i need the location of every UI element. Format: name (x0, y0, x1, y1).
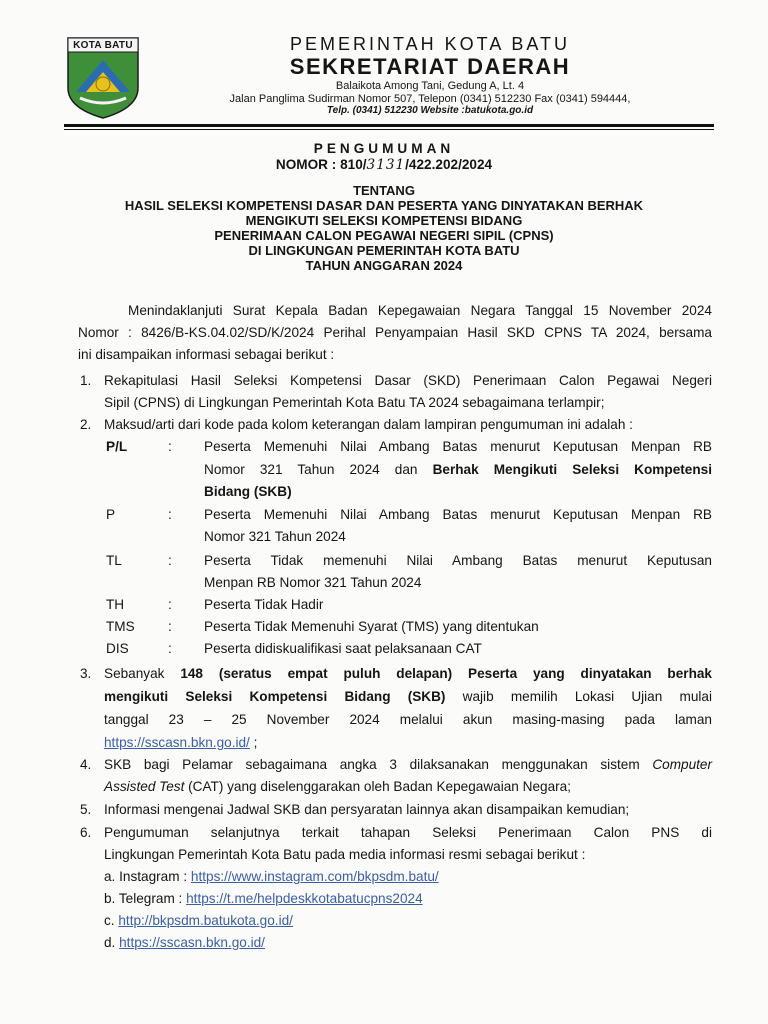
item-5-text: Informasi mengenai Jadwal SKB dan persyaratan lainnya akan disampaikan kemudian; (104, 802, 630, 817)
link-item-telegram: b. Telegram : https://t.me/helpdeskkotabatucpns2024 (104, 891, 423, 906)
item-3-line-2: mengikuti Seleksi Kompetensi Bidang (SKB) wajib memilih Lokasi Ujian mulai (104, 689, 712, 704)
code-separator: : (168, 641, 172, 656)
sscasn-link[interactable]: https://sscasn.bkn.go.id/ (104, 735, 250, 750)
about-label: TENTANG (353, 183, 415, 198)
code-dis-desc: Peserta didiskualifikasi saat pelaksanaan CAT (204, 641, 482, 656)
instagram-link[interactable]: https://www.instagram.com/bkpsdm.batu/ (190, 869, 439, 884)
address-line-3: Telp. (0341) 512230 Website :batukota.go.id (326, 105, 534, 116)
code-th-desc: Peserta Tidak Hadir (204, 597, 324, 612)
code-separator: : (168, 439, 172, 454)
intro-line-3: ini disampaikan informasi sebagai berikut : (78, 347, 335, 362)
handwritten-number: 3131 (366, 157, 406, 173)
item-4-line-1: SKB bagi Pelamar sebagaimana angka 3 dilaksanakan menggunakan sistem Computer (104, 757, 712, 772)
title-line-2: MENGIKUTI SELEKSI KOMPETENSI BIDANG (245, 213, 523, 228)
office-name: SEKRETARIAT DAERAH (289, 54, 571, 79)
sscasn-link-2[interactable]: https://sscasn.bkn.go.id/ (119, 935, 265, 950)
title-line-1: HASIL SELEKSI KOMPETENSI DASAR DAN PESERTA YANG DINYATAKAN BERHAK (124, 198, 644, 213)
item-1-number: 1. (80, 373, 92, 388)
item-2-text: Maksud/arti dari kode pada kolom keterangan dalam lampiran pengumuman ini adalah : (104, 417, 633, 432)
code-p-desc-1: Peserta Memenuhi Nilai Ambang Batas menurut Keputusan Menpan RB (204, 507, 712, 522)
code-tl: TL (106, 553, 122, 568)
title-line-4: DI LINGKUNGAN PEMERINTAH KOTA BATU (248, 243, 520, 258)
address-line-2: Jalan Panglima Sudirman Nomor 507, Telepon (0341) 512230 Fax (0341) 594444, (229, 93, 631, 105)
intro-line-2: Nomor : 8426/B-KS.04.02/SD/K/2024 Perihal Penyampaian Hasil SKD CPNS TA 2024, bersama (78, 325, 712, 340)
kota-batu-emblem (64, 34, 142, 120)
item-4-number: 4. (80, 757, 92, 772)
item-5-number: 5. (80, 802, 92, 817)
link-item-bkpsdm: c. http://bkpsdm.batukota.go.id/ (104, 913, 293, 928)
code-p-desc-2: Nomor 321 Tahun 2024 (204, 529, 346, 544)
code-tms-desc: Peserta Tidak Memenuhi Syarat (TMS) yang ditentukan (204, 619, 539, 634)
address-line-1: Balaikota Among Tani, Gedung A, Lt. 4 (335, 80, 525, 92)
item-3-line-4: https://sscasn.bkn.go.id/ ; (104, 735, 258, 750)
code-separator: : (168, 553, 172, 568)
item-1-line-1: Rekapitulasi Hasil Seleksi Kompetensi Dasar (SKD) Penerimaan Calon Pegawai Negeri (104, 373, 712, 388)
announcement-number: NOMOR : 810/3131/422.202/2024 (275, 157, 493, 173)
telegram-link[interactable]: https://t.me/helpdeskkotabatucpns2024 (186, 891, 423, 906)
item-6-line-1: Pengumuman selanjutnya terkait tahapan Seleksi Penerimaan Calon PNS di (104, 825, 712, 840)
code-tl-desc-2: Menpan RB Nomor 321 Tahun 2024 (204, 575, 422, 590)
item-1-line-2: Sipil (CPNS) di Lingkungan Pemerintah Kota Batu TA 2024 sebagaimana terlampir; (104, 395, 605, 410)
item-6-line-2: Lingkungan Pemerintah Kota Batu pada media informasi resmi sebagai berikut : (104, 847, 586, 862)
code-separator: : (168, 619, 172, 634)
letterhead-divider (64, 124, 714, 130)
title-line-3: PENERIMAAN CALON PEGAWAI NEGERI SIPIL (CPNS) (214, 228, 554, 243)
code-dis: DIS (106, 641, 129, 656)
code-pl: P/L (106, 439, 128, 454)
item-3-line-3: tanggal 23 – 25 November 2024 melalui akun masing-masing pada laman (104, 712, 712, 727)
code-tl-desc-1: Peserta Tidak memenuhi Nilai Ambang Batas menurut Keputusan (204, 553, 712, 568)
code-tms: TMS (106, 619, 135, 634)
code-separator: : (168, 597, 172, 612)
code-pl-desc-1: Peserta Memenuhi Nilai Ambang Batas menurut Keputusan Menpan RB (204, 439, 712, 454)
government-name: PEMERINTAH KOTA BATU (289, 34, 571, 54)
logo-label: KOTA BATU (73, 40, 133, 51)
code-pl-desc-2: Nomor 321 Tahun 2024 dan Berhak Mengikuti Seleksi Kompetensi (204, 462, 712, 477)
link-item-sscasn: d. https://sscasn.bkn.go.id/ (104, 935, 265, 950)
item-6-number: 6. (80, 825, 92, 840)
code-p: P (106, 507, 116, 522)
title-line-5: TAHUN ANGGARAN 2024 (305, 258, 463, 273)
item-2-number: 2. (80, 417, 92, 432)
code-separator: : (168, 507, 172, 522)
bkpsdm-link[interactable]: http://bkpsdm.batukota.go.id/ (118, 913, 293, 928)
announcement-title: PENGUMUMAN (313, 141, 455, 156)
item-3-line-1: Sebanyak 148 (seratus empat puluh delapan) Peserta yang dinyatakan berhak (104, 666, 712, 681)
code-th: TH (106, 597, 125, 612)
code-pl-desc-3: Bidang (SKB) (204, 484, 292, 499)
intro-line-1: Menindaklanjuti Surat Kepala Badan Kepegawaian Negara Tanggal 15 November 2024 (128, 303, 712, 318)
item-3-number: 3. (80, 666, 92, 681)
item-4-line-2: Assisted Test (CAT) yang diselenggarakan oleh Badan Kepegawaian Negara; (104, 779, 572, 794)
link-item-instagram: a. Instagram : https://www.instagram.com/bkpsdm.batu/ (104, 869, 439, 884)
